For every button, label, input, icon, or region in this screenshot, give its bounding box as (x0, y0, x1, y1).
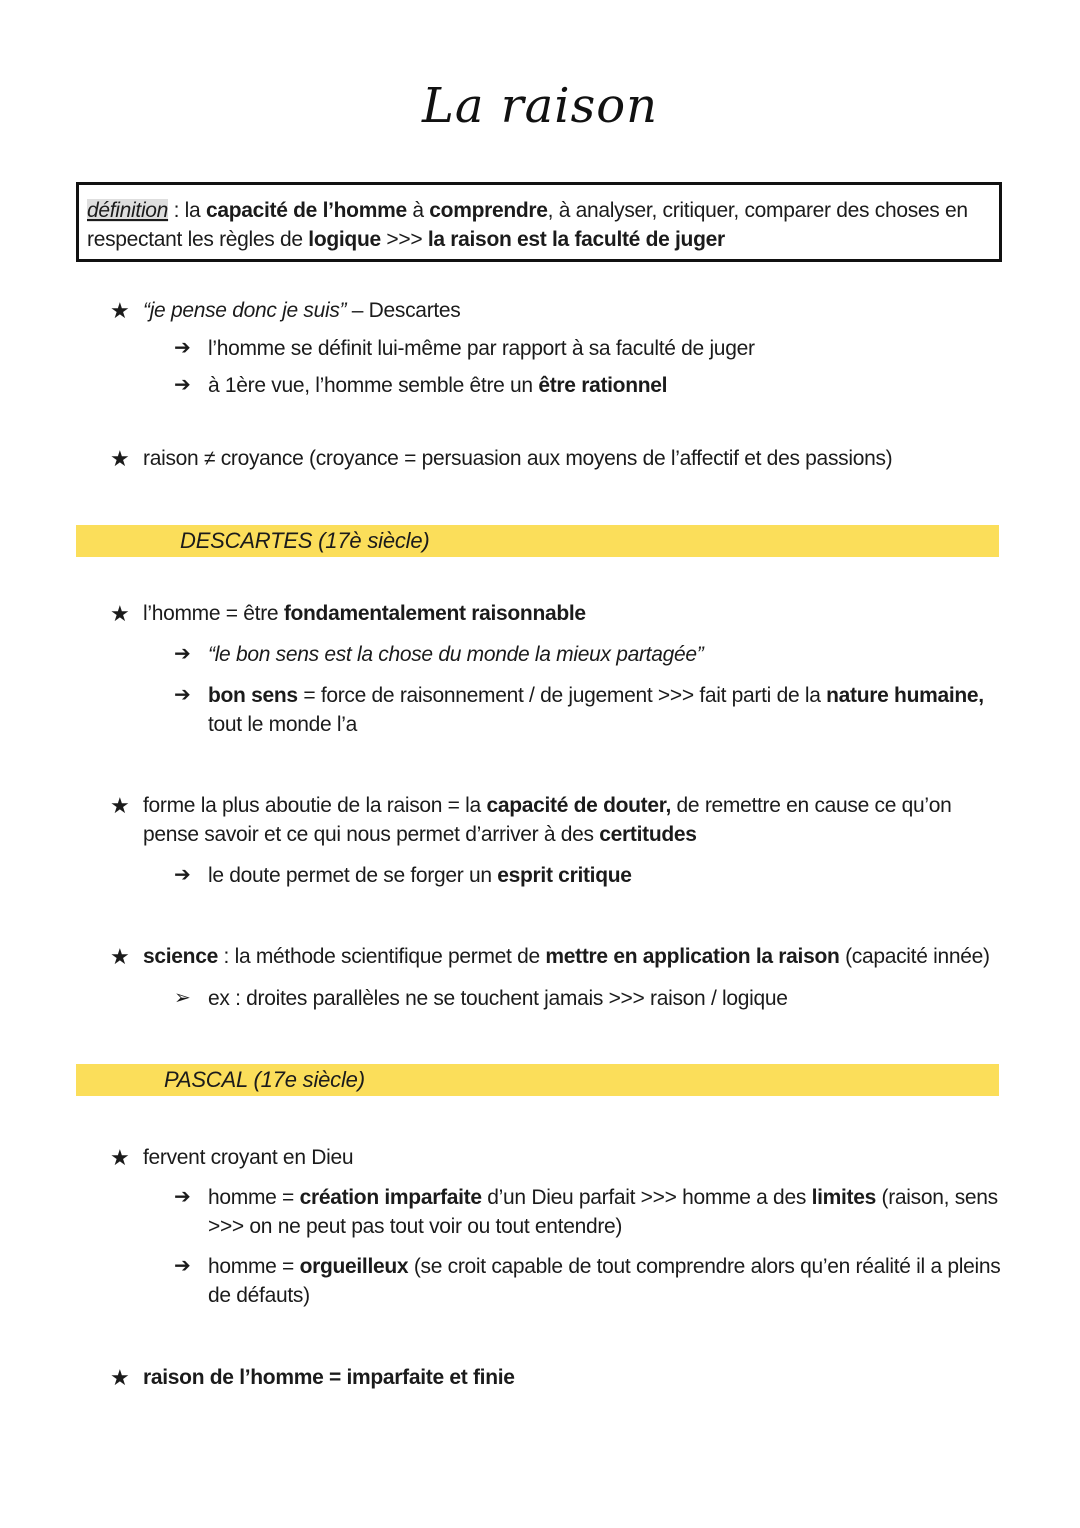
sub-item: ➔ homme = création imparfaite d’un Dieu parfait >>> homme a des limites (raison, sens >>> on ne peut pas tout voir ou tout entendre) (174, 1183, 1008, 1241)
bullet-raison-croyance: ★ raison ≠ croyance (croyance = persuasion aux moyens de l’affectif et des passions) (110, 446, 893, 471)
sub-item: ➔ “le bon sens est la chose du monde la mieux partagée” (174, 640, 1008, 669)
sub-item: ➢ ex : droites parallèles ne se touchent jamais >>> raison / logique (174, 984, 1008, 1013)
bullet-science: ★ science : la méthode scientifique permet de mettre en application la raison (capacité innée) (110, 944, 990, 969)
bullet-homme-raisonnable: ★ l’homme = être fondamentalement raisonnable (110, 601, 586, 626)
sub-item: ➔ homme = orgueilleux (se croit capable de tout comprendre alors qu’en réalité il a pleins de défauts) (174, 1252, 1008, 1310)
star-icon: ★ (110, 1365, 130, 1390)
page-title: La raison (421, 78, 659, 134)
section-heading: PASCAL (17e siècle) (164, 1067, 365, 1092)
star-icon: ★ (110, 944, 130, 969)
arrow-right-icon: ➔ (174, 337, 191, 359)
star-icon: ★ (110, 298, 130, 323)
bullet-croyant: ★ fervent croyant en Dieu (110, 1145, 354, 1170)
star-icon: ★ (110, 601, 130, 626)
definition-text: définition : la capacité de l’homme à comprendre, à analyser, critiquer, comparer des choses en respectant les règles de logique >>> la raison est la faculté de juger (87, 199, 968, 251)
definition-label: définition (87, 199, 169, 222)
arrow-right-icon: ➔ (174, 684, 191, 706)
section-band-pascal (76, 1064, 999, 1096)
section-heading: DESCARTES (17è siècle) (180, 528, 430, 553)
sub-item: ➔ l’homme se définit lui-même par rapport à sa faculté de juger (174, 334, 1008, 363)
arrow-right-icon: ➔ (174, 1255, 191, 1277)
bullet-raison-imparfaite: ★ raison de l’homme = imparfaite et finie (110, 1365, 515, 1390)
section-band-descartes (76, 525, 999, 557)
sub-item: ➔ à 1ère vue, l’homme semble être un être rationnel (174, 371, 1008, 400)
star-icon: ★ (110, 793, 130, 818)
star-icon: ★ (110, 446, 130, 471)
arrowhead-icon: ➢ (174, 987, 191, 1009)
definition-box (76, 182, 1002, 262)
bullet-capacite-douter: ★ forme la plus aboutie de la raison = la capacité de douter, de remettre en cause ce qu’on pense savoir et ce qui nous permet d’arriver à des certitudes (110, 793, 952, 846)
sub-item: ➔ bon sens = force de raisonnement / de jugement >>> fait parti de la nature humaine, tout le monde l’a (174, 681, 1008, 739)
arrow-right-icon: ➔ (174, 643, 191, 665)
arrow-right-icon: ➔ (174, 374, 191, 396)
bullet-descartes-quote: ★ “je pense donc je suis” – Descartes (110, 298, 461, 323)
arrow-right-icon: ➔ (174, 864, 191, 886)
arrow-right-icon: ➔ (174, 1186, 191, 1208)
star-icon: ★ (110, 1145, 130, 1170)
quote: “je pense donc je suis” (143, 299, 347, 322)
sub-item: ➔ le doute permet de se forger un esprit critique (174, 861, 1008, 890)
